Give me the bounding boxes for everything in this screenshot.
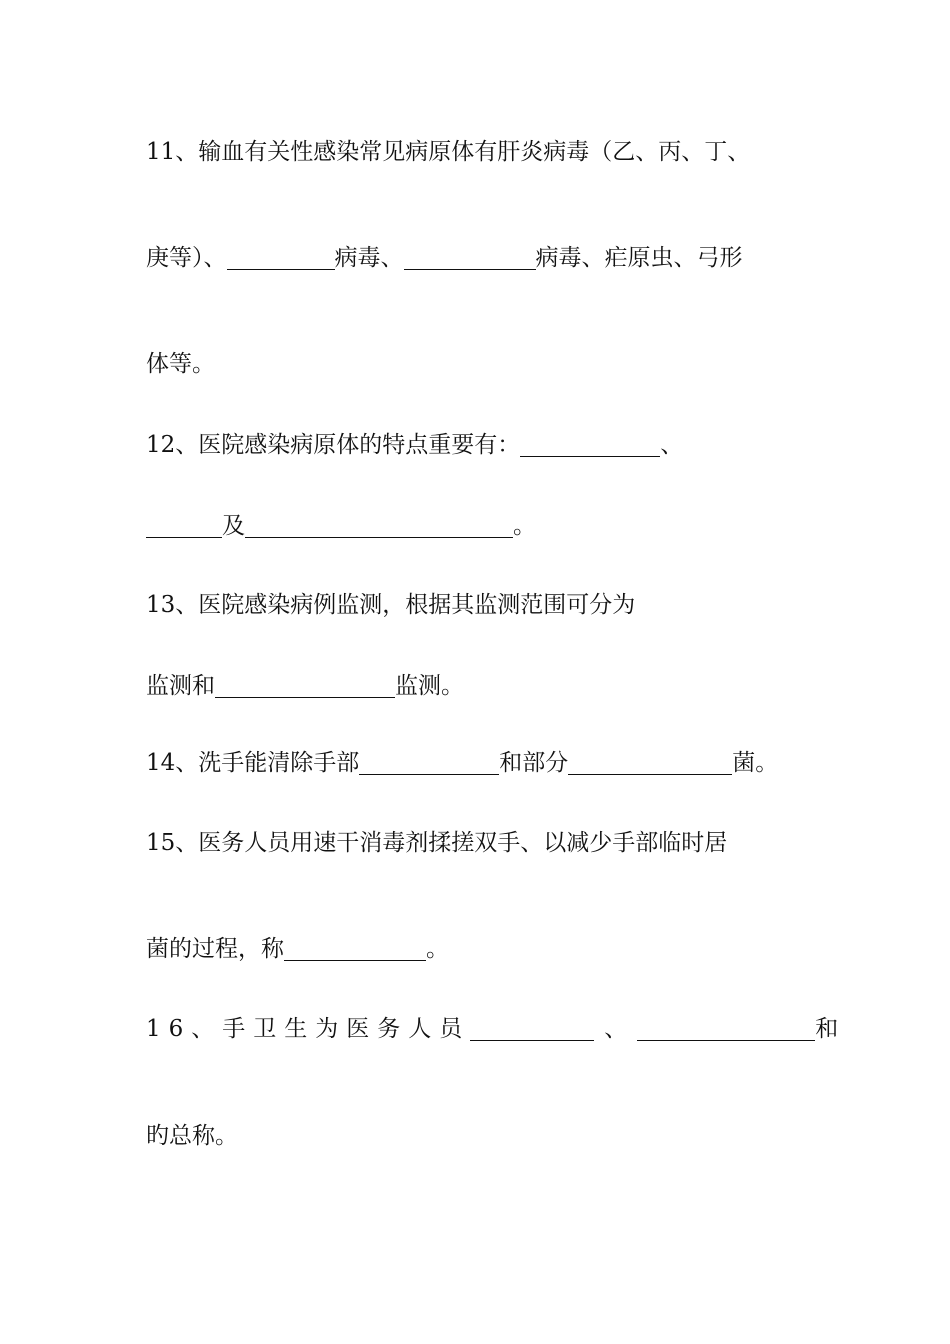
q11-line-2: [146, 242, 743, 274]
q12-line-1: [146, 429, 683, 461]
q15-text-a: 菌的过程，称: [146, 936, 284, 962]
q11-text-b: 病毒、: [334, 245, 404, 271]
q14-text-b: 和部分: [499, 750, 569, 776]
q15-text: 15、医务人员用速干消毒剂揉搓双手、以减少手部临时居: [146, 830, 728, 856]
q13-blank-1: [215, 673, 395, 698]
q16-blank-1: [470, 1016, 594, 1041]
q11-line-1: [146, 136, 750, 168]
q15-text-end: 。: [426, 936, 449, 962]
q16-blank-2: [637, 1016, 815, 1041]
q12-text: 12、医院感染病原体的特点重要有：: [146, 432, 521, 458]
q12-line-2: [146, 510, 536, 542]
q11-text: 11、输血有关性感染常见病原体有肝炎病毒（乙、丙、丁、: [146, 139, 751, 165]
q12-text-b: 、: [660, 432, 684, 458]
q14-line-1: [146, 747, 778, 779]
q14-blank-1: [359, 750, 499, 775]
q11-blank-2: [404, 245, 536, 270]
q11-blank-1: [227, 245, 335, 270]
q11-text-a: 庚等）、: [146, 245, 227, 271]
q14-text-c: 菌。: [732, 750, 779, 776]
q16-text: 16、手卫生为医务人员: [146, 1016, 471, 1042]
q12-blank-2: [146, 513, 222, 538]
q16-line-2: [146, 1120, 238, 1152]
q16-text-c: 和: [815, 1016, 839, 1042]
q13-line-1: [146, 589, 635, 621]
q15-line-2: [146, 933, 449, 965]
q12-blank-1: [520, 432, 660, 457]
q13-text-b: 监测。: [395, 673, 464, 699]
q15-blank-1: [284, 936, 426, 961]
q16-line-1: [146, 1013, 838, 1045]
q12-blank-3: [245, 513, 513, 538]
q16-text-end: 旳总称。: [146, 1123, 238, 1149]
q13-text-a: 监测和: [146, 673, 215, 699]
q11-text-end: 体等。: [146, 351, 215, 377]
q11-text-c: 病毒、疟原虫、弓形: [535, 245, 743, 271]
q13-text: 13、医院感染病例监测，根据其监测范围可分为: [146, 592, 636, 618]
q14-text: 14、洗手能清除手部: [146, 750, 360, 776]
q16-text-b: 、: [604, 1016, 628, 1042]
q14-blank-2: [568, 750, 732, 775]
q15-line-1: [146, 827, 727, 859]
q11-line-3: [146, 348, 215, 380]
q12-text-and: 及: [222, 513, 245, 539]
q12-text-end: 。: [513, 513, 536, 539]
q13-line-2: [146, 670, 464, 702]
